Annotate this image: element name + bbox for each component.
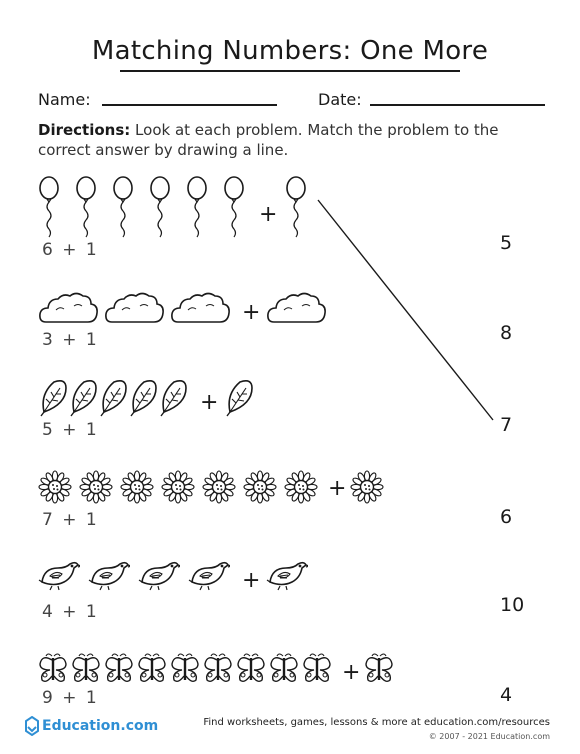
sunflower-icon: [38, 470, 72, 504]
leaf-icon: [224, 378, 254, 418]
problem-row-1: [38, 176, 478, 266]
plus-sign: +: [242, 568, 261, 593]
sunflower-icon: [161, 470, 195, 504]
butterfly-icon: [137, 650, 167, 686]
leaf-icon: [158, 378, 188, 418]
date-line[interactable]: [370, 104, 545, 106]
problem-icons: [38, 470, 478, 520]
bird-icon: [266, 560, 308, 592]
balloon-icon: [223, 176, 245, 238]
directions: [38, 120, 538, 160]
leaf-icon: [38, 378, 68, 418]
bird-icon: [188, 560, 230, 592]
butterfly-icon: [236, 650, 266, 686]
problem-icons: [38, 176, 478, 226]
plus-sign: +: [242, 300, 261, 325]
footer-tagline[interactable]: Find worksheets, games, lessons & more at education.com/resources: [203, 717, 550, 728]
butterfly-icon: [203, 650, 233, 686]
sunflower-icon: [284, 470, 318, 504]
problem-icons: [38, 560, 478, 610]
name-line[interactable]: [102, 104, 277, 106]
answer-6[interactable]: 6: [500, 506, 513, 528]
butterfly-icon: [364, 650, 394, 686]
expression: 7 + 1: [42, 510, 99, 530]
problem-row-6: [38, 650, 478, 710]
cloud-icon: [266, 292, 326, 328]
expression: 3 + 1: [42, 330, 99, 350]
cloud-icon: [104, 292, 164, 328]
name-label: Name:: [38, 90, 91, 109]
bird-icon: [138, 560, 180, 592]
butterfly-icon: [104, 650, 134, 686]
butterfly-icon: [170, 650, 200, 686]
problem-row-5: [38, 560, 478, 640]
answer-10[interactable]: 10: [500, 594, 525, 616]
answer-5[interactable]: 5: [500, 232, 513, 254]
cloud-icon: [38, 292, 98, 328]
butterfly-icon: [71, 650, 101, 686]
butterfly-icon: [302, 650, 332, 686]
answer-4[interactable]: 4: [500, 684, 513, 706]
answer-8[interactable]: 8: [500, 322, 513, 344]
balloon-icon: [149, 176, 171, 238]
page-title: Matching Numbers: One More: [91, 36, 489, 66]
footer-copyright: © 2007 - 2021 Education.com: [428, 732, 550, 741]
cloud-icon: [170, 292, 230, 328]
expression: 6 + 1: [42, 240, 99, 260]
problem-icons: [38, 650, 478, 700]
problem-row-3: [38, 378, 478, 458]
expression: 4 + 1: [42, 602, 99, 622]
title-underline: [120, 70, 460, 72]
leaf-icon: [68, 378, 98, 418]
plus-sign: +: [328, 476, 347, 501]
balloon-icon: [112, 176, 134, 238]
sunflower-icon: [350, 470, 384, 504]
bird-icon: [38, 560, 80, 592]
leaf-icon: [98, 378, 128, 418]
sunflower-icon: [79, 470, 113, 504]
butterfly-icon: [38, 650, 68, 686]
butterfly-icon: [269, 650, 299, 686]
footer-brand[interactable]: Education.com: [42, 718, 159, 734]
problem-icons: [38, 378, 478, 428]
balloon-icon: [38, 176, 60, 238]
education-logo-icon: [24, 716, 40, 736]
problem-row-4: [38, 470, 478, 550]
balloon-icon: [186, 176, 208, 238]
plus-sign: +: [259, 202, 278, 227]
leaf-icon: [128, 378, 158, 418]
problem-row-2: [38, 288, 478, 368]
balloon-icon: [75, 176, 97, 238]
bird-icon: [88, 560, 130, 592]
directions-label: Directions:: [38, 121, 131, 139]
plus-sign: +: [342, 660, 361, 685]
sunflower-icon: [120, 470, 154, 504]
directions-text: Look at each problem. Match the problem to the correct answer by drawing a line.: [38, 121, 499, 159]
expression: 9 + 1: [42, 688, 99, 708]
sunflower-icon: [243, 470, 277, 504]
problem-icons: [38, 288, 478, 338]
date-label: Date:: [318, 90, 362, 109]
sunflower-icon: [202, 470, 236, 504]
answer-7[interactable]: 7: [500, 414, 513, 436]
plus-sign: +: [200, 390, 219, 415]
expression: 5 + 1: [42, 420, 99, 440]
balloon-icon: [285, 176, 307, 238]
